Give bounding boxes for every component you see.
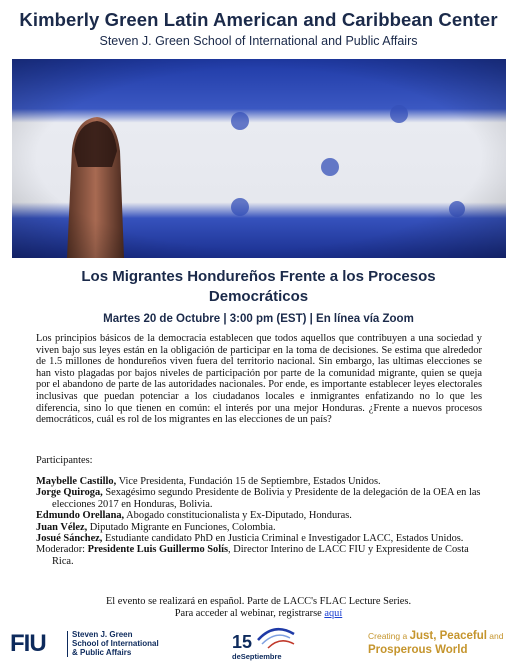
participant-role: Diputado Migrante en Funciones, Colombia.: [87, 521, 276, 533]
participant-name: Juan Vélez,: [36, 521, 88, 533]
list-item: [36, 533, 486, 544]
moderator-prefix: Moderador:: [36, 544, 88, 556]
participant-name: Edmundo Orellana,: [36, 510, 125, 522]
tagline-and: and: [486, 631, 504, 641]
register-note: [0, 608, 517, 620]
participant-name: Josué Sánchez,: [36, 533, 103, 545]
register-prefix: Para acceder al webinar, registrarse: [174, 608, 325, 619]
participant-role: Abogado constitucionalista y Ex-Diputado, Honduras.: [124, 510, 352, 522]
school-line: Steven J. Green: [72, 630, 133, 639]
school-line: School of International: [72, 639, 159, 648]
world-tagline: [368, 628, 508, 657]
sept-number: 15: [232, 632, 253, 652]
participant-name: Jorge Quiroga,: [36, 487, 103, 499]
school-logo-text: [72, 630, 182, 657]
fiu-logo: FIU: [10, 630, 46, 657]
participant-role: Vice Presidenta, Fundación 15 de Septiembre, Estados Unidos.: [116, 476, 381, 487]
event-description: Los principios básicos de la democracia establecen que todos aquellos que contribuyen a una sociedad y viven bajo sus leyes están en la obligación de participar en la toma de decisiones. Se estima que alrededor de 1.5 millones de hondureños viven fuera del territorio nacional. Sin embargo, las ultimas elecciones se han visto plagadas por bajos niveles de participación por parte de la comunidad migrante, quien se queja por el abandono de parte de las autoridades nacionales. Por ende, es importante establecer leyes electorales inclusivas que puedan potenciar a los ciudadanos locales e inmigrantes enfatizando no lo que les diferencia, sino lo que tienen en común: el interés por una mejor Honduras. ¿Frente a nuevos procesos democráticos, cuál es rol de los migrantes en las elecciones de un país?: [36, 333, 482, 426]
event-date-time: Martes 20 de Octubre | 3:00 pm (EST) | En línea vía Zoom: [103, 313, 414, 325]
logo-strip: [0, 622, 517, 669]
list-item: [36, 476, 486, 487]
participant-role: Estudiante candidato PhD en Justicia Criminal e Investigador LACC, Estados Unidos.: [102, 533, 464, 545]
participant-role: Sexagésimo segundo Presidente de Bolivia y Presidente de la delegación de la OEA en las elecciones 2017 en Honduras, Bolivia.: [52, 487, 481, 510]
school-subtitle: Steven J. Green School of International and Public Affairs: [99, 34, 418, 48]
moderator-name: Presidente Luis Guillermo Solís: [87, 544, 229, 556]
logo-divider: [67, 631, 68, 657]
participants-list: [36, 476, 486, 567]
list-item: [36, 510, 486, 521]
center-title: Kimberly Green Latin American and Caribbean Center: [19, 9, 498, 30]
school-line: & Public Affairs: [72, 648, 132, 657]
list-item: [36, 522, 486, 533]
tagline-line1: Just, Peaceful: [409, 630, 487, 642]
tagline-prefix: Creating a: [368, 631, 410, 641]
moderator-item: [36, 544, 486, 567]
participants-label: Participantes:: [36, 455, 93, 466]
footer-note: [0, 596, 517, 620]
moderator-role: , Director Interino de LACC FIU y Expresidente de Costa Rica.: [52, 544, 469, 567]
language-note: El evento se realizará en español. Parte de LACC's FLAC Lecture Series.: [105, 596, 412, 607]
tagline-line2: Prosperous World: [368, 644, 468, 656]
sept-word: deSeptiembre: [232, 652, 282, 661]
list-item: [36, 487, 486, 510]
event-title: [40, 267, 477, 307]
register-link[interactable]: aquí: [324, 608, 343, 619]
event-title-line2: Democráticos: [208, 288, 309, 305]
event-photo: [12, 59, 506, 258]
participant-name: Maybelle Castillo,: [36, 476, 117, 487]
event-title-line1: Los Migrantes Hondureños Frente a los Procesos: [81, 268, 436, 285]
